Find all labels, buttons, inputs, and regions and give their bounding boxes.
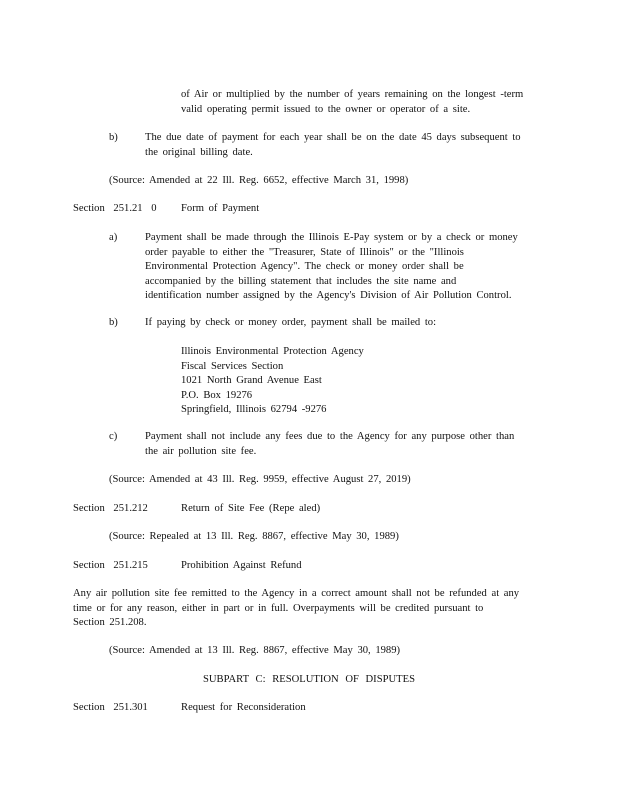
text-line: Any air pollution site fee remitted to the Agency in a correct amount shall not be refunded at any [73, 588, 520, 599]
text-line: the original billing date. [145, 146, 253, 158]
address-line: 1021 North Grand Avenue East [181, 375, 322, 386]
section-number: Section 251.21 0 [73, 203, 157, 214]
section-title: Prohibition Against Refund [181, 560, 302, 571]
item-label: b) [109, 132, 118, 143]
mailing-paragraph: If paying by check or money order, payment shall be mailed to: [145, 317, 437, 328]
section-title: Form of Payment [181, 203, 260, 214]
item-label: a) [109, 232, 118, 243]
text-line: identification number assigned by the Agency's Division of Air Pollution Control. [145, 290, 512, 301]
text-line: The due date of payment for each year shall be on the date 45 days subsequent to [145, 132, 521, 143]
text-line: Section 251.208. [73, 617, 147, 628]
source-note: (Source: Amended at 43 Ill. Reg. 9959, effective August 27, 2019) [109, 474, 411, 485]
section-number: Section 251.215 [73, 560, 148, 571]
section-title: Request for Reconsideration [181, 702, 306, 713]
text-line: Payment shall not include any fees due to the Agency for any purpose other than [145, 431, 515, 442]
fees-paragraph [145, 430, 537, 459]
address-line: Illinois Environmental Protection Agency [181, 346, 364, 357]
source-note: (Source: Repealed at 13 Ill. Reg. 8867, effective May 30, 1989) [109, 531, 399, 542]
text-line: time or for any reason, either in part or in full. Overpayments will be credited pursuant to [73, 602, 484, 614]
section-number: Section 251.301 [73, 702, 148, 713]
text-line: of Air or multiplied by the number of years remaining on the longest -term [181, 89, 524, 100]
section-title: Return of Site Fee (Repe aled) [181, 503, 321, 514]
address-line: P.O. Box 19276 [181, 389, 253, 401]
address-line: Fiscal Services Section [181, 360, 284, 372]
text-line: Payment shall be made through the Illinois E-Pay system or by a check or money [145, 232, 518, 243]
address-line: Springfield, Illinois 62794 -9276 [181, 404, 327, 415]
item-label: c) [109, 431, 118, 442]
text-line: order payable to either the "Treasurer, State of Illinois" or the "Illinois [145, 246, 464, 258]
text-line: accompanied by the billing statement that includes the site name and [145, 275, 457, 287]
mailing-address [181, 345, 364, 418]
due-date-paragraph [145, 131, 537, 160]
text-line: Environmental Protection Agency". The check or money order shall be [145, 261, 464, 272]
continuation-paragraph [181, 88, 536, 117]
refund-paragraph [73, 587, 539, 631]
text-line: the air pollution site fee. [145, 445, 257, 457]
section-number: Section 251.212 [73, 503, 148, 514]
text-line: valid operating permit issued to the owner or operator of a site. [181, 103, 471, 115]
item-label: b) [109, 317, 118, 328]
subpart-heading: SUBPART C: RESOLUTION OF DISPUTES [203, 674, 415, 685]
payment-paragraph [145, 231, 537, 304]
source-note: (Source: Amended at 13 Ill. Reg. 8867, effective May 30, 1989) [109, 645, 401, 656]
source-note: (Source: Amended at 22 Ill. Reg. 6652, effective March 31, 1998) [109, 175, 409, 186]
